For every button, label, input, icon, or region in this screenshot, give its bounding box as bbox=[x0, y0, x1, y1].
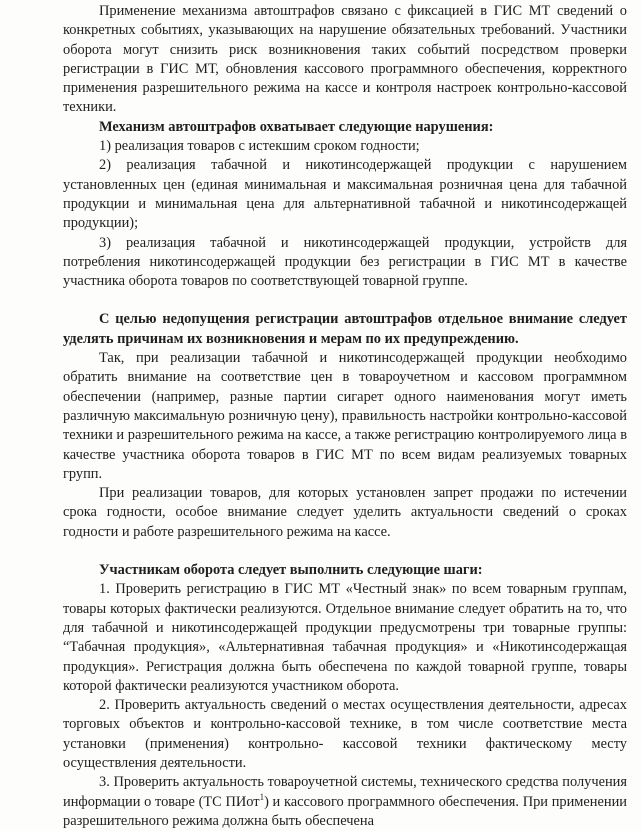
paragraph-tobacco: Так, при реализации табачной и никотинсодержащей продукции необходимо обратить внимание на соответствие цен в товароучетном и кассовом программном обеспечении (например, разные партии сигарет одного наименования могут иметь различную максимальную розничную цену), правильность настройки контрольно-кассовой техники и разрешительного режима на кассе, а также регистрацию контролируемого лица в качестве участника оборота товаров в ГИС МТ по всем видам реализуемых товарных групп. bbox=[63, 350, 627, 482]
step-2: 2. Проверить актуальность сведений о местах осуществления деятельности, адресах торговых объектов и контрольно-кассовой технике, в том числе соответствие места установки (применения) контрольно- кассовой техники фактическому месту осуществления деятельности. bbox=[63, 697, 627, 771]
paragraph-gap bbox=[63, 542, 627, 561]
heading-steps: Участникам оборота следует выполнить следующие шаги: bbox=[99, 562, 483, 579]
paragraph-expiry: При реализации товаров, для которых установлен запрет продажи по истечении срока годности, особое внимание следует уделить актуальности сведений о сроках годности и работе разрешительного режима на кассе. bbox=[63, 485, 627, 540]
paragraph-gap bbox=[63, 291, 627, 310]
heading-violations: Механизм автоштрафов охватывает следующие нарушения: bbox=[99, 118, 494, 135]
violation-item-2: 2) реализация табачной и никотинсодержащей продукции с нарушением установленных цен (единая минимальная и максимальная розничная цена для табачной продукции и минимальная цена для альтернативной табачной и никотинсодержащей продукции); bbox=[63, 157, 627, 232]
paragraph-intro: Применение механизма автоштрафов связано с фиксацией в ГИС МТ сведений о конкретных событиях, указывающих на нарушение обязательных требований. Участники оборота могут снизить риск возникновения таких событий посредством проверки регистрации в ГИС МТ, обновления кассового программного обеспечения, корректного применения разрешительного режима на кассе и контроля настроек контрольно-кассовой техники. bbox=[63, 3, 627, 116]
step-3-text-continued: ) и кассового программного обеспечения. При применении разрешительного режима должна быть обеспечена bbox=[63, 793, 627, 829]
step-1: 1. Проверить регистрацию в ГИС МТ «Честный знак» по всем товарным группам, товары которых фактически реализуются. Отдельное внимание следует обратить на то, что для табачной и никотинсодержащей продукции предусмотрены три товарные группы: “Табачная продукция», «Альтернативная табачная продукция» и «Никотинсодержащая продукция». Регистрация должна быть обеспечена по каждой товарной группе, товары которой фактически реализуются участником оборота. bbox=[63, 581, 627, 694]
step-3-text: 3. Проверить актуальность товароучетной системы, технического средства получения информации о товаре (ТС ПИот bbox=[63, 774, 627, 810]
violation-item-1: 1) реализация товаров с истекшим сроком годности; bbox=[99, 138, 420, 155]
step-3 bbox=[63, 773, 627, 831]
heading-prevention: С целью недопущения регистрации автоштрафов отдельное внимание следует уделять причинам их возникновения и мерам по их предупреждению. bbox=[63, 311, 627, 347]
footnote-marker: 1 bbox=[259, 791, 265, 802]
violation-item-3: 3) реализация табачной и никотинсодержащей продукции, устройств для потребления никотинсодержащей продукции без регистрации в ГИС МТ в качестве участника оборота товаров по соответствующей товарной группе. bbox=[63, 234, 627, 290]
